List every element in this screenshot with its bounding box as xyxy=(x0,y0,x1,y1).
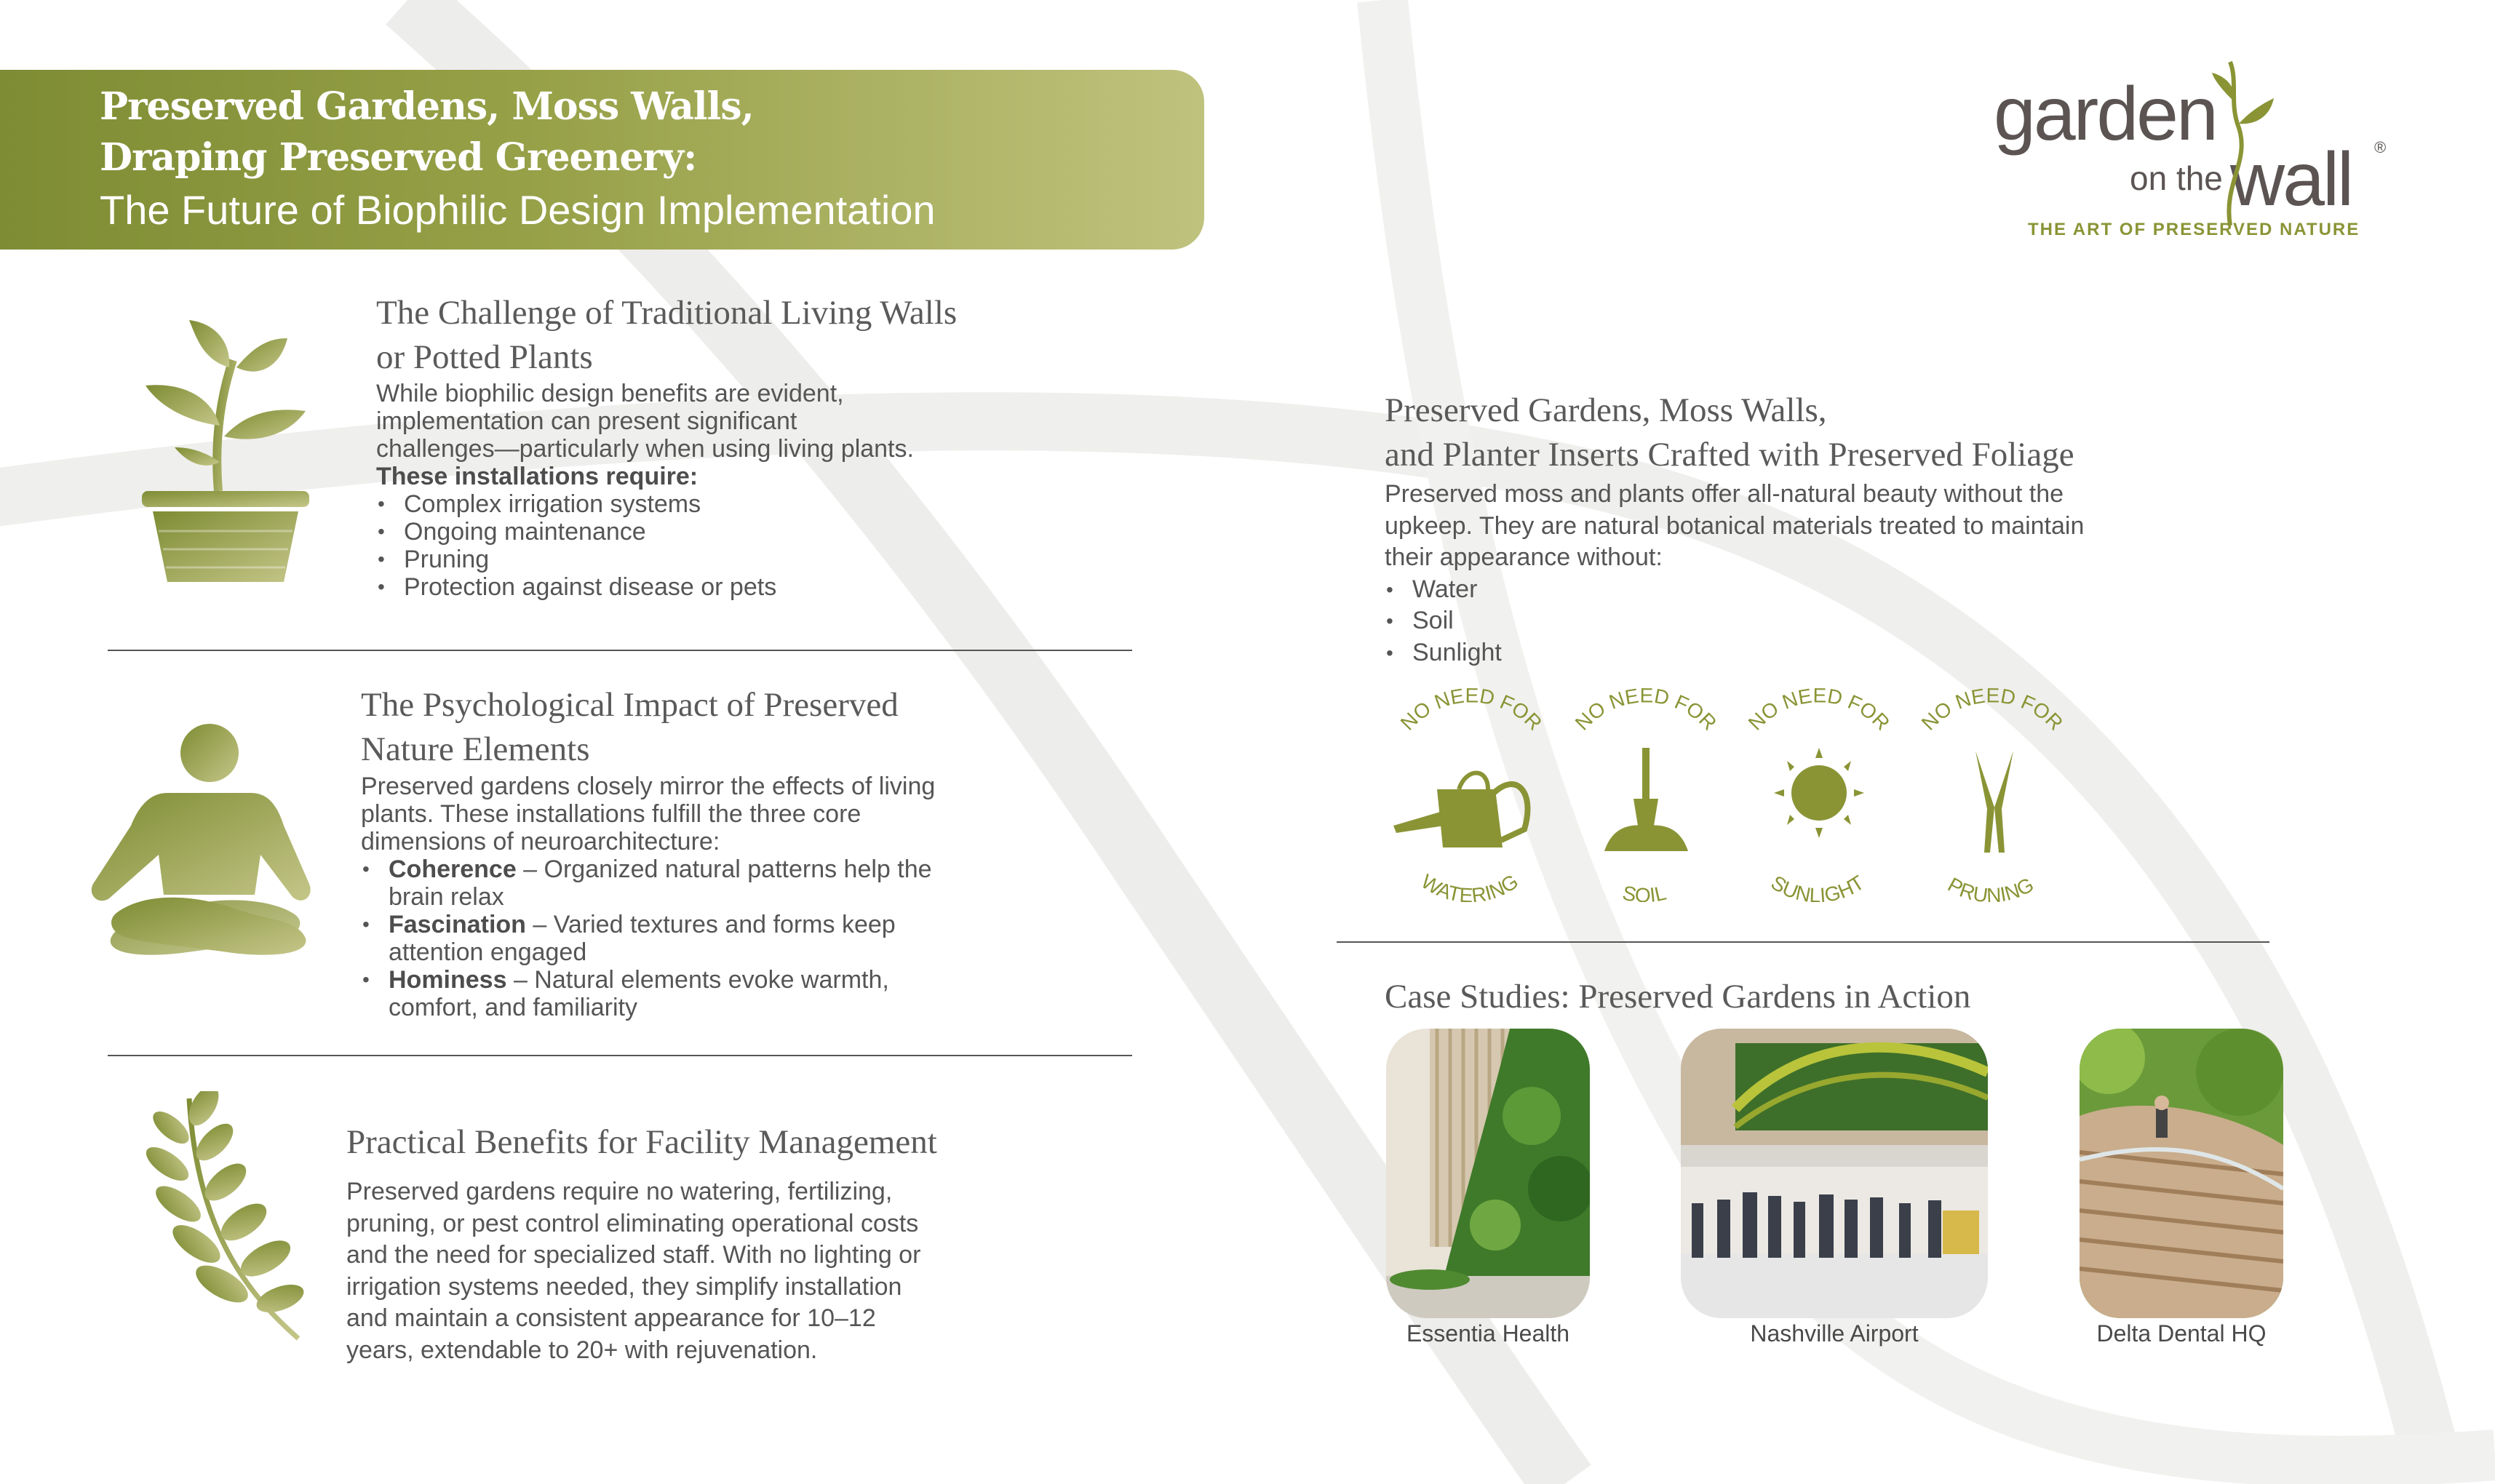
challenge-requires-label: These installations require: xyxy=(376,463,699,490)
list-item-text: comfort, and familiarity xyxy=(389,994,637,1021)
psychological-body xyxy=(361,773,1052,1021)
list-item: • Sunlight xyxy=(1385,637,2185,669)
psychological-heading-line1: The Psychological Impact of Preserved xyxy=(361,686,899,724)
divider xyxy=(108,1055,1132,1056)
no-need-for-icons xyxy=(1386,684,2114,902)
no-need-top-label: NO NEED FOR xyxy=(1570,684,1722,735)
case-study-image-nashville-airport xyxy=(1681,1029,1988,1318)
preserved-heading-line1: Preserved Gardens, Moss Walls, xyxy=(1385,391,1827,429)
divider xyxy=(108,650,1132,651)
list-item: • Complex irrigation systems xyxy=(376,490,1031,518)
list-item: • Pruning xyxy=(376,546,1031,573)
list-item: • Ongoing maintenance xyxy=(376,518,1031,546)
practical-body-line: and the need for specialized staff. With no lighting or xyxy=(346,1241,921,1269)
case-study-image-essentia-health xyxy=(1386,1029,1590,1318)
logo-word-wall: wall xyxy=(2230,137,2352,222)
challenge-heading-line2: or Potted Plants xyxy=(376,338,593,376)
list-item-term: Coherence xyxy=(389,855,517,883)
preserved-body-line3: their appearance without: xyxy=(1385,543,1663,571)
list-item xyxy=(361,911,1052,966)
challenge-list xyxy=(376,490,1031,601)
challenge-body-line1: While biophilic design benefits are evident, xyxy=(376,380,844,407)
case-study-image-delta-dental-hq xyxy=(2080,1029,2283,1318)
challenge-body-line2: implementation can present significant xyxy=(376,407,797,435)
list-item xyxy=(361,966,1052,1021)
psychological-body-line1: Preserved gardens closely mirror the effects of living xyxy=(361,773,936,800)
logo-tagline: THE ART OF PRESERVED NATURE xyxy=(2028,220,2360,239)
no-need-top-label: NO NEED FOR xyxy=(1396,684,1547,735)
list-item-text: brain relax xyxy=(389,883,504,911)
list-item: • Water xyxy=(1385,574,2185,606)
case-study-caption-nashville-airport: Nashville Airport xyxy=(1750,1320,1919,1347)
practical-body-line: irrigation systems needed, they simplify installation xyxy=(346,1272,902,1301)
practical-heading: Practical Benefits for Facility Management xyxy=(346,1123,937,1161)
logo-word-on-the: on the xyxy=(2130,159,2223,197)
list-item-text: attention engaged xyxy=(389,938,587,966)
practical-body-line: Preserved gardens require no watering, fertilizing, xyxy=(346,1178,893,1205)
psychological-body-line3: dimensions of neuroarchitecture: xyxy=(361,828,720,855)
pruning-shears-icon xyxy=(1917,684,2068,902)
watering-can-icon xyxy=(1393,684,1546,902)
list-item-text: – Varied textures and forms keep xyxy=(525,911,896,938)
psychological-heading xyxy=(361,683,899,772)
list-item-text: – Natural elements evoke warmth, xyxy=(506,966,889,994)
preserved-heading xyxy=(1385,388,2074,477)
challenge-body xyxy=(376,380,1031,601)
list-item xyxy=(361,855,1052,911)
challenge-heading-line1: The Challenge of Traditional Living Walls xyxy=(376,294,958,332)
leaf-branch-icon xyxy=(124,1091,306,1342)
logo-vine-icon xyxy=(2208,58,2274,233)
no-need-label-watering: WATERING xyxy=(1417,869,1523,902)
preserved-heading-line2: and Planter Inserts Crafted with Preserved Foliage xyxy=(1385,436,2074,474)
no-need-top-label: NO NEED FOR xyxy=(1743,684,1895,735)
meditation-person-icon xyxy=(87,724,313,960)
practical-body xyxy=(346,1176,1038,1366)
no-need-label-sunlight: SUNLIGHT xyxy=(1767,871,1869,902)
challenge-heading xyxy=(376,291,957,380)
no-need-top-label: NO NEED FOR xyxy=(1917,684,2068,735)
preserved-without-list xyxy=(1385,574,2185,669)
challenge-body-line3: challenges—particularly when using living plants. xyxy=(376,435,914,463)
header-title-line1: Preserved Gardens, Moss Walls, xyxy=(100,84,754,129)
list-item: • Protection against disease or pets xyxy=(376,573,1031,601)
potted-plant-icon xyxy=(138,316,313,586)
logo-registered-mark: ® xyxy=(2374,138,2387,156)
divider xyxy=(1337,941,2269,943)
header-subtitle: The Future of Biophilic Design Implementation xyxy=(100,187,936,233)
practical-body-line: pruning, or pest control eliminating operational costs xyxy=(346,1209,919,1237)
case-studies-heading: Case Studies: Preserved Gardens in Action xyxy=(1385,978,1971,1016)
neuroarchitecture-list xyxy=(361,855,1052,1021)
list-item-text: – Organized natural patterns help the xyxy=(516,855,932,883)
practical-body-line: and maintain a consistent appearance for 10–12 xyxy=(346,1304,876,1332)
no-need-label-soil: SOIL xyxy=(1620,881,1668,902)
header-banner xyxy=(0,70,1204,250)
logo-word-garden: garden xyxy=(1994,72,2216,156)
header-title-line2: Draping Preserved Greenery: xyxy=(100,135,697,180)
no-need-label-pruning: PRUNING xyxy=(1943,873,2038,902)
list-item-term: Hominess xyxy=(389,966,507,994)
practical-body-line: years, extendable to 20+ with rejuvenation. xyxy=(346,1336,818,1364)
preserved-body xyxy=(1385,479,2185,669)
sun-icon xyxy=(1744,684,1895,902)
brand-logo xyxy=(1990,58,2397,247)
shovel-soil-icon xyxy=(1571,684,1722,902)
preserved-body-line1: Preserved moss and plants offer all-natural beauty without the xyxy=(1385,480,2064,508)
list-item: • Soil xyxy=(1385,605,2185,637)
case-study-caption-essentia-health: Essentia Health xyxy=(1406,1320,1570,1347)
preserved-body-line2: upkeep. They are natural botanical materials treated to maintain xyxy=(1385,511,2085,540)
psychological-body-line2: plants. These installations fulfill the three core xyxy=(361,800,861,828)
list-item-term: Fascination xyxy=(389,911,526,938)
case-study-caption-delta-dental-hq: Delta Dental HQ xyxy=(2096,1320,2267,1347)
psychological-heading-line2: Nature Elements xyxy=(361,730,590,768)
